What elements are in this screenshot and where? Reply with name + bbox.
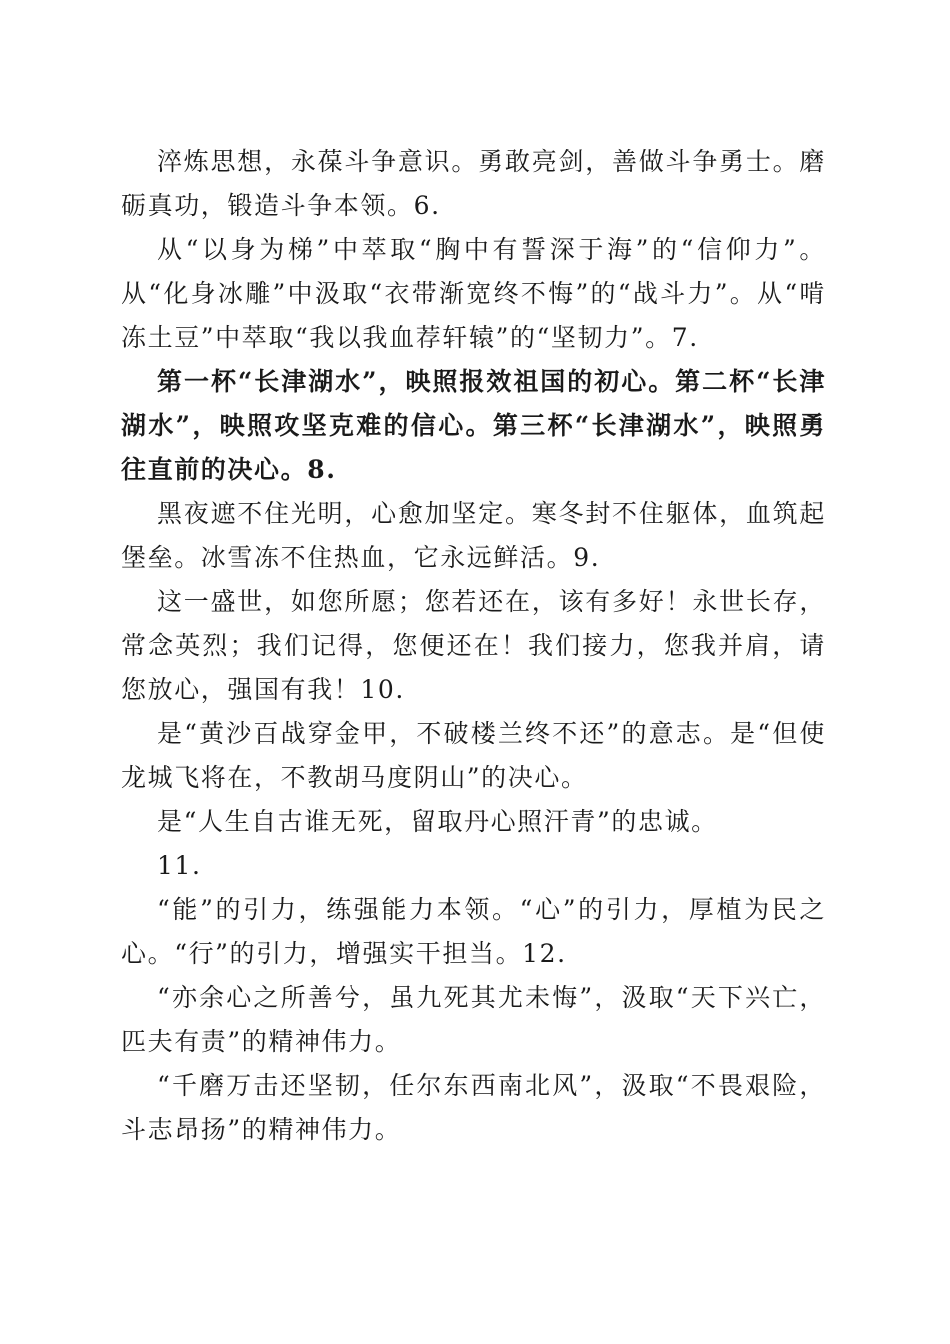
- paragraph-5: 这一盛世，如您所愿；您若还在，该有多好！永世长存，常念英烈；我们记得，您便还在！我们接力，您我并肩，请您放心，强国有我！10.: [121, 587, 826, 704]
- paragraph-4: 黑夜遮不住光明，心愈加坚定。寒冬封不住躯体，血筑起堡垒。冰雪冻不住热血，它永远鲜活。9.: [121, 499, 826, 572]
- paragraph-1: 淬炼思想，永葆斗争意识。勇敢亮剑，善做斗争勇士。磨砺真功，锻造斗争本领。6.: [121, 147, 826, 220]
- paragraph-8: 11.: [157, 851, 202, 880]
- paragraph-3: 第一杯“长津湖水”，映照报效祖国的初心。第二杯“长津湖水”，映照攻坚克难的信心。第三杯“长津湖水”，映照勇往直前的决心。8.: [121, 367, 826, 484]
- paragraph-9: “能”的引力，练强能力本领。“心”的引力，厚植为民之心。“行”的引力，增强实干担当。12.: [121, 895, 826, 968]
- paragraph-6: 是“黄沙百战穿金甲，不破楼兰终不还”的意志。是“但使龙城飞将在，不教胡马度阴山”的决心。: [121, 719, 826, 792]
- paragraph-10: “亦余心之所善兮，虽九死其尤未悔”，汲取“天下兴亡，匹夫有责”的精神伟力。: [121, 983, 826, 1056]
- paragraph-11: “千磨万击还坚韧，任尔东西南北风”，汲取“不畏艰险，斗志昂扬”的精神伟力。: [121, 1071, 826, 1144]
- paragraph-2: 从“以身为梯”中萃取“胸中有誓深于海”的“信仰力”。从“化身冰雕”中汲取“衣带渐宽终不悔”的“战斗力”。从“啃冻土豆”中萃取“我以我血荐轩辕”的“坚韧力”。7.: [121, 235, 826, 352]
- paragraph-7: 是“人生自古谁无死，留取丹心照汗青”的忠诚。: [157, 807, 718, 836]
- document-body: [121, 140, 826, 1152]
